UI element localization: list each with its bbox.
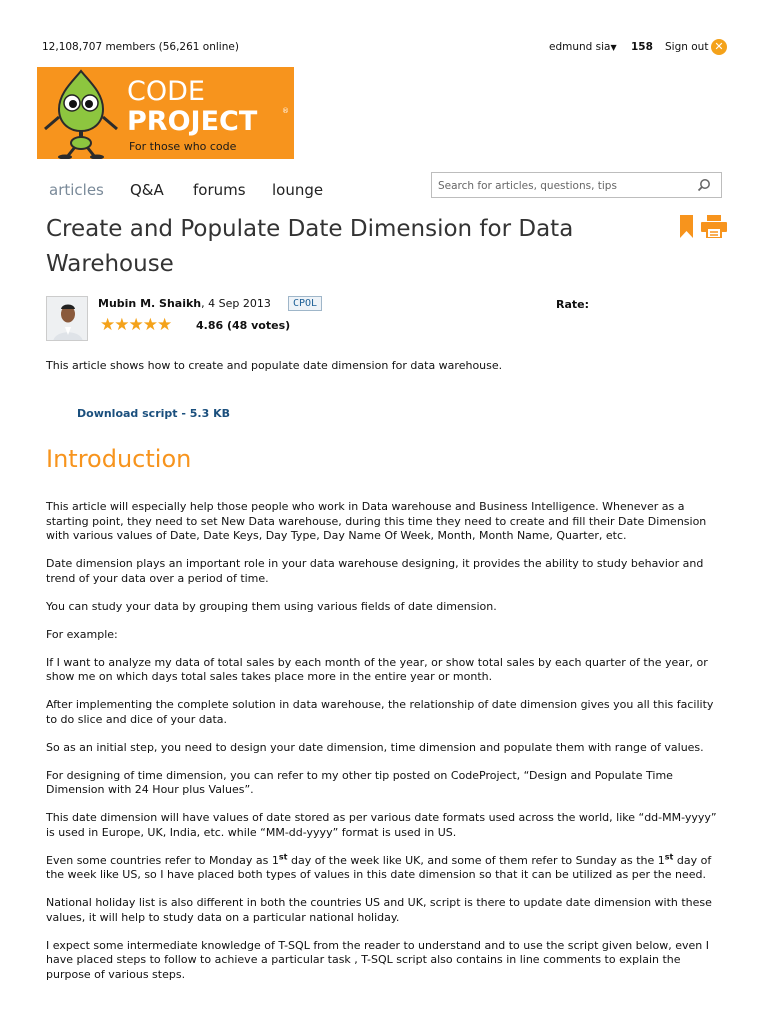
introduction-heading: Introduction <box>46 445 192 473</box>
nav-lounge[interactable]: lounge <box>272 181 324 199</box>
ordinal-suffix: st <box>664 851 674 861</box>
nav-articles[interactable]: articles <box>49 181 104 199</box>
download-script-link[interactable]: Download script - 5.3 KB <box>77 407 230 420</box>
author-photo-icon <box>47 297 88 341</box>
search-box <box>431 172 722 198</box>
nav-qa[interactable]: Q&A <box>130 181 164 199</box>
article-title: Create and Populate Date Dimension for Data Warehouse <box>46 216 574 277</box>
paragraph: For designing of time dimension, you can refer to my other tip posted on CodeProject, “Design and Populate Time Dimension with 24 Hour plus Values”. <box>46 768 673 796</box>
top-bar <box>0 40 768 56</box>
text: day of the week like UK, and some of them refer to Sunday as the 1 <box>287 853 665 867</box>
mascot-icon <box>37 67 127 159</box>
sign-out-close-icon[interactable]: ✕ <box>711 39 727 55</box>
article-summary: This article shows how to create and populate date dimension for data warehouse. <box>46 359 503 372</box>
sign-out-link[interactable]: Sign out <box>665 41 709 53</box>
paragraph: National holiday list is also different in both the countries US and UK, script is there to update date dimension with these values, it will help to study data on a particular national holiday. <box>46 896 712 924</box>
paragraph: If I want to analyze my data of total sales by each month of the year, or show total sales by each quarter of the year, or show me on which days total sales takes place more in the entire year or month. <box>46 655 708 683</box>
paragraph <box>46 851 722 883</box>
logo-registered-mark: ® <box>282 107 289 115</box>
paragraph: After implementing the complete solution in data warehouse, the relationship of date dimension gives you all this facility to do slice and dice of your data. <box>46 698 714 726</box>
member-count: 12,108,707 members (56,261 online) <box>42 41 239 53</box>
text: day of the week like US, so I have placed both types of values in this date dimension so that it can be utilized as per the need. <box>46 853 712 881</box>
paragraph: For example: <box>46 627 118 641</box>
nav-forums[interactable]: forums <box>193 181 246 199</box>
search-input[interactable] <box>438 177 688 194</box>
license-badge[interactable]: CPOL <box>288 296 322 311</box>
username: edmund sia <box>549 41 611 53</box>
paragraph: Date dimension plays an important role in your data warehouse designing, it provides the ability to study behavior and trend of your data over a period of time. <box>46 557 704 585</box>
logo-project-text: PROJECT <box>127 106 258 137</box>
chevron-down-icon: ▼ <box>610 43 617 52</box>
article-body <box>46 500 722 996</box>
rating-votes: 4.86 (48 votes) <box>196 319 291 332</box>
logo-code-text: CODE <box>127 76 205 107</box>
author-avatar[interactable] <box>46 296 88 341</box>
star-rating-icon: ★★★★★ <box>100 315 172 335</box>
bookmark-icon[interactable] <box>680 215 693 238</box>
paragraph: This date dimension will have values of date stored as per various date formats used across the world, like “dd-MM-yyyy” is used in Europe, UK, India, etc. while “MM-dd-yyyy” format is used in US. <box>46 811 717 839</box>
rate-label: Rate: <box>556 298 590 311</box>
text: Even some countries refer to Monday as 1 <box>46 853 279 867</box>
publish-date: , 4 Sep 2013 <box>201 297 271 310</box>
author-line <box>98 297 271 310</box>
print-icon[interactable] <box>701 215 727 238</box>
paragraph: So as an initial step, you need to design your date dimension, time dimension and populate them with range of values. <box>46 740 704 754</box>
ordinal-suffix: st <box>278 851 288 861</box>
reputation-points: 158 <box>631 41 653 53</box>
logo-tagline: For those who code <box>129 140 237 153</box>
paragraph: I expect some intermediate knowledge of T-SQL from the reader to understand and to use the script given below, even I have placed steps to follow to achieve a particular task , T-SQL script also contains in line comments to explain the purpose of various steps. <box>46 938 709 981</box>
codeproject-logo[interactable] <box>37 67 294 159</box>
author-link[interactable]: Mubin M. Shaikh <box>98 297 202 310</box>
search-icon[interactable] <box>697 178 711 192</box>
user-menu[interactable] <box>549 41 617 53</box>
paragraph: You can study your data by grouping them using various fields of date dimension. <box>46 599 497 613</box>
paragraph: This article will especially help those people who work in Data warehouse and Business Intelligence. Whenever as a starting point, they need to set New Data warehouse, during this time they need to create and fill their Date Dimension with various values of Date, Date Keys, Day Type, Day Name Of Week, Month, Month Name, Quarter, etc. <box>46 500 707 542</box>
